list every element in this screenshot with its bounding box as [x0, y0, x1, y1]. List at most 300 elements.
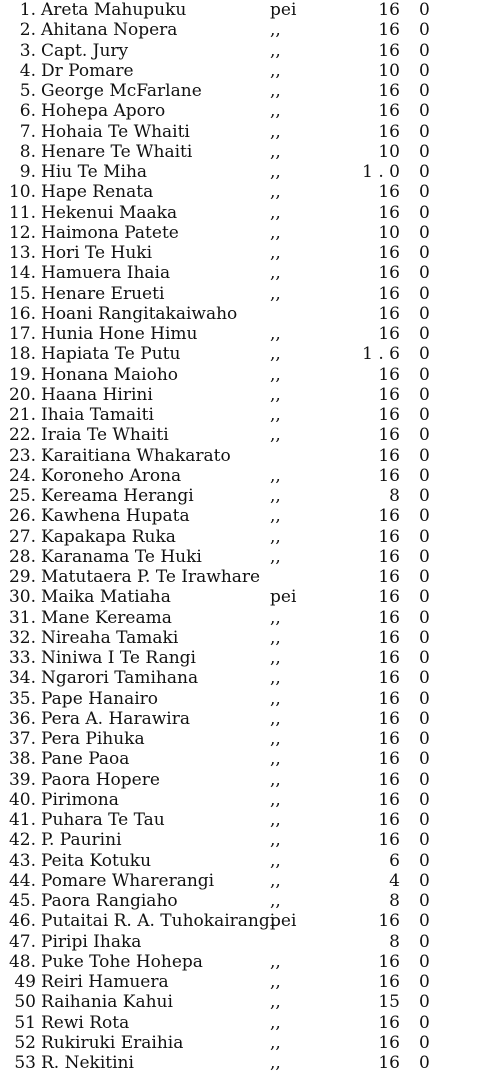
entry-pence: 0: [419, 891, 430, 911]
entry-name: Paora Rangiaho: [41, 891, 178, 911]
entry-shillings: 10: [378, 60, 400, 81]
entry-ditto-mark: ,,: [270, 648, 281, 668]
entry-shillings: 16: [378, 20, 400, 41]
list-row: [0, 527, 500, 547]
entry-pence: 0: [419, 141, 430, 162]
entry-pence: 0: [419, 810, 430, 830]
entry-pence: 0: [419, 627, 430, 648]
entry-number: 9.: [19, 162, 36, 182]
entry-name: Karaitiana Whakarato: [41, 445, 231, 466]
entry-shillings: 16: [378, 101, 400, 122]
entry-shillings: 16: [378, 648, 400, 668]
entry-number: 22.: [8, 425, 36, 446]
list-row: [0, 668, 500, 688]
entry-shillings: 10: [378, 222, 400, 243]
entry-number: 37.: [8, 729, 36, 749]
entry-shillings: 16: [378, 526, 400, 547]
entry-number: 14.: [8, 263, 36, 284]
entry-pence: 0: [419, 40, 430, 61]
list-row: [0, 122, 500, 142]
entry-shillings: 16: [378, 810, 400, 830]
entry-pence: 0: [419, 1053, 430, 1073]
entry-shillings: 1 . 0: [362, 162, 400, 182]
entry-ditto-mark: ,,: [270, 769, 281, 790]
entry-pence: 0: [419, 344, 430, 365]
entry-pence: 0: [419, 263, 430, 284]
entry-pence: 0: [419, 850, 430, 871]
entry-shillings: 16: [378, 668, 400, 689]
entry-number: 8.: [19, 141, 36, 162]
entry-number: 49: [14, 972, 36, 992]
entry-ditto-mark: ,,: [270, 708, 281, 729]
entry-pence: 0: [419, 749, 430, 770]
entry-name: Hori Te Huki: [41, 243, 153, 263]
entry-name: Raihania Kahui: [41, 992, 173, 1013]
entry-shillings: 16: [378, 303, 400, 324]
entry-name: Ngarori Tamihana: [41, 668, 199, 689]
entry-ditto-mark: ,,: [270, 506, 281, 527]
list-row: [0, 972, 500, 992]
list-row: [0, 243, 500, 263]
entry-shillings: 16: [378, 1053, 400, 1073]
entry-shillings: 4: [389, 870, 400, 891]
entry-shillings: 16: [378, 729, 400, 749]
entry-ditto-mark: ,,: [270, 182, 281, 203]
list-row: [0, 1033, 500, 1053]
entry-pence: 0: [419, 243, 430, 263]
list-row: [0, 284, 500, 304]
entry-shillings: 16: [378, 1032, 400, 1053]
entry-number: 10.: [8, 182, 36, 203]
entry-shillings: 16: [378, 506, 400, 527]
entry-shillings: 16: [378, 364, 400, 385]
entry-name: Haimona Patete: [41, 222, 179, 243]
entry-name: Areta Mahupuku: [41, 0, 187, 20]
entry-ditto-mark: pei: [270, 0, 297, 20]
entry-number: 34.: [8, 668, 36, 689]
entry-number: 28.: [8, 546, 36, 567]
entry-ditto-mark: ,,: [270, 951, 281, 972]
entry-pence: 0: [419, 81, 430, 101]
entry-shillings: 16: [378, 405, 400, 425]
list-row: [0, 871, 500, 891]
entry-ditto-mark: ,,: [270, 141, 281, 162]
list-row: [0, 41, 500, 61]
entry-ditto-mark: ,,: [270, 972, 281, 992]
list-row: [0, 1053, 500, 1073]
entry-number: 20.: [8, 384, 36, 405]
entry-ditto-mark: ,,: [270, 729, 281, 749]
list-row: [0, 20, 500, 40]
entry-ditto-mark: ,,: [270, 546, 281, 567]
list-row: [0, 648, 500, 668]
list-row: [0, 142, 500, 162]
entry-ditto-mark: ,,: [270, 1012, 281, 1033]
entry-shillings: 16: [378, 951, 400, 972]
entry-name: Rukiruki Eraihia: [41, 1032, 184, 1053]
entry-number: 24.: [8, 465, 36, 486]
entry-ditto-mark: ,,: [270, 162, 281, 182]
list-row: [0, 61, 500, 81]
entry-pence: 0: [419, 283, 430, 304]
entry-number: 41.: [8, 810, 36, 830]
entry-shillings: 6: [389, 850, 400, 871]
entry-number: 45.: [8, 891, 36, 911]
entry-ditto-mark: ,,: [270, 870, 281, 891]
entry-ditto-mark: ,,: [270, 850, 281, 871]
entry-shillings: 16: [378, 587, 400, 608]
entry-ditto-mark: ,,: [270, 20, 281, 41]
list-row: [0, 223, 500, 243]
entry-number: 46.: [8, 911, 36, 932]
entry-pence: 0: [419, 20, 430, 41]
entry-name: Nireaha Tamaki: [41, 627, 179, 648]
list-row: [0, 749, 500, 769]
entry-ditto-mark: ,,: [270, 121, 281, 142]
entry-ditto-mark: pei: [270, 911, 297, 932]
entry-shillings: 16: [378, 384, 400, 405]
entry-name: Reiri Hamuera: [41, 972, 169, 992]
list-row: [0, 365, 500, 385]
entry-pence: 0: [419, 870, 430, 891]
entry-shillings: 16: [378, 688, 400, 709]
entry-number: 53: [14, 1053, 36, 1073]
entry-number: 33.: [8, 648, 36, 668]
entry-name: Pomare Wharerangi: [41, 870, 215, 891]
entry-ditto-mark: ,,: [270, 405, 281, 425]
entry-number: 16.: [8, 303, 36, 324]
entry-pence: 0: [419, 121, 430, 142]
entry-pence: 0: [419, 182, 430, 203]
entry-number: 40.: [8, 789, 36, 810]
entry-shillings: 16: [378, 769, 400, 790]
entry-shillings: 16: [378, 243, 400, 263]
entry-ditto-mark: ,,: [270, 344, 281, 365]
entry-pence: 0: [419, 384, 430, 405]
entry-ditto-mark: pei: [270, 587, 297, 608]
entry-number: 35.: [8, 688, 36, 709]
list-row: [0, 952, 500, 972]
entry-pence: 0: [419, 567, 430, 587]
entry-ditto-mark: ,,: [270, 627, 281, 648]
entry-ditto-mark: ,,: [270, 202, 281, 223]
entry-number: 32.: [8, 627, 36, 648]
entry-name: George McFarlane: [41, 81, 202, 101]
entry-pence: 0: [419, 324, 430, 344]
entry-pence: 0: [419, 789, 430, 810]
entry-number: 38.: [8, 749, 36, 770]
list-row: [0, 466, 500, 486]
entry-ditto-mark: ,,: [270, 668, 281, 689]
list-row: [0, 101, 500, 121]
entry-pence: 0: [419, 992, 430, 1013]
entry-name: Maika Matiaha: [41, 587, 171, 608]
entry-number: 47.: [8, 931, 36, 952]
entry-name: R. Nekitini: [41, 1053, 134, 1073]
entry-name: Pirimona: [41, 789, 119, 810]
entry-pence: 0: [419, 405, 430, 425]
entry-number: 48.: [8, 951, 36, 972]
entry-number: 23.: [8, 445, 36, 466]
entry-pence: 0: [419, 486, 430, 506]
list-row: [0, 203, 500, 223]
entry-number: 27.: [8, 526, 36, 547]
entry-ditto-mark: ,,: [270, 891, 281, 911]
entry-name: Karanama Te Huki: [41, 546, 202, 567]
entry-pence: 0: [419, 162, 430, 182]
entry-pence: 0: [419, 648, 430, 668]
list-row: [0, 304, 500, 324]
entry-shillings: 16: [378, 972, 400, 992]
entry-name: Pape Hanairo: [41, 688, 158, 709]
entry-number: 11.: [8, 202, 36, 223]
entry-pence: 0: [419, 951, 430, 972]
entry-shillings: 8: [389, 891, 400, 911]
entry-name: Koroneho Arona: [41, 465, 182, 486]
entry-number: 26.: [8, 506, 36, 527]
entry-ditto-mark: ,,: [270, 324, 281, 344]
list-row: [0, 162, 500, 182]
entry-ditto-mark: ,,: [270, 1032, 281, 1053]
entry-name: Pane Paoa: [41, 749, 130, 770]
entry-ditto-mark: ,,: [270, 789, 281, 810]
entry-pence: 0: [419, 526, 430, 547]
entry-number: 43.: [8, 850, 36, 871]
list-row: [0, 486, 500, 506]
entry-pence: 0: [419, 202, 430, 223]
entry-shillings: 16: [378, 263, 400, 284]
entry-ditto-mark: ,,: [270, 283, 281, 304]
entry-name: Pera A. Harawira: [41, 708, 190, 729]
entry-pence: 0: [419, 0, 430, 20]
entry-ditto-mark: ,,: [270, 384, 281, 405]
list-row: [0, 830, 500, 850]
entry-ditto-mark: ,,: [270, 243, 281, 263]
entry-number: 18.: [8, 344, 36, 365]
entry-ditto-mark: ,,: [270, 101, 281, 122]
entry-number: 29.: [8, 567, 36, 587]
list-row: [0, 506, 500, 526]
list-row: [0, 385, 500, 405]
list-row: [0, 689, 500, 709]
entry-ditto-mark: ,,: [270, 364, 281, 385]
entry-name: Ahitana Nopera: [41, 20, 178, 41]
entry-number: 4.: [19, 60, 36, 81]
entry-number: 3.: [19, 40, 36, 61]
entry-number: 36.: [8, 708, 36, 729]
list-row: [0, 608, 500, 628]
list-row: [0, 182, 500, 202]
list-row: [0, 344, 500, 364]
entry-shillings: 16: [378, 283, 400, 304]
entry-ditto-mark: ,,: [270, 830, 281, 851]
list-row: [0, 1013, 500, 1033]
entry-shillings: 16: [378, 911, 400, 932]
entry-ditto-mark: ,,: [270, 486, 281, 506]
entry-number: 6.: [19, 101, 36, 122]
list-row: [0, 932, 500, 952]
entry-name: Hapiata Te Putu: [41, 344, 181, 365]
entry-name: Putaitai R. A. Tuhokairangi: [41, 911, 276, 932]
entry-shillings: 8: [389, 486, 400, 506]
entry-shillings: 16: [378, 708, 400, 729]
entry-pence: 0: [419, 465, 430, 486]
entry-number: 39.: [8, 769, 36, 790]
entry-shillings: 16: [378, 202, 400, 223]
entry-shillings: 16: [378, 40, 400, 61]
entry-pence: 0: [419, 587, 430, 608]
entry-name: Niniwa I Te Rangi: [41, 648, 196, 668]
entry-ditto-mark: ,,: [270, 749, 281, 770]
entry-name: Puke Tohe Hohepa: [41, 951, 203, 972]
entry-name: Hamuera Ihaia: [41, 263, 171, 284]
entry-pence: 0: [419, 607, 430, 628]
list-row: [0, 790, 500, 810]
entry-pence: 0: [419, 364, 430, 385]
entry-name: Piripi Ihaka: [41, 931, 142, 952]
entry-shillings: 16: [378, 607, 400, 628]
entry-name: Henare Te Whaiti: [41, 141, 193, 162]
entry-pence: 0: [419, 1012, 430, 1033]
entry-ditto-mark: ,,: [270, 263, 281, 284]
entry-shillings: 16: [378, 0, 400, 20]
entry-name: Hekenui Maaka: [41, 202, 178, 223]
entry-pence: 0: [419, 769, 430, 790]
entry-name: Kereama Herangi: [41, 486, 194, 506]
entry-shillings: 16: [378, 749, 400, 770]
entry-number: 15.: [8, 283, 36, 304]
entry-shillings: 16: [378, 830, 400, 851]
list-row: [0, 992, 500, 1012]
entry-shillings: 16: [378, 789, 400, 810]
entry-pence: 0: [419, 708, 430, 729]
entry-number: 19.: [8, 364, 36, 385]
entry-shillings: 16: [378, 546, 400, 567]
list-row: [0, 0, 500, 20]
entry-name: Peita Kotuku: [41, 850, 152, 871]
list-row: [0, 324, 500, 344]
entry-shillings: 16: [378, 567, 400, 587]
list-row: [0, 810, 500, 830]
entry-shillings: 16: [378, 182, 400, 203]
list-row: [0, 709, 500, 729]
entry-shillings: 16: [378, 324, 400, 344]
entry-ditto-mark: ,,: [270, 992, 281, 1013]
entry-number: 1.: [19, 0, 36, 20]
list-row: [0, 81, 500, 101]
entry-name: Henare Erueti: [41, 283, 165, 304]
entry-pence: 0: [419, 972, 430, 992]
list-row: [0, 587, 500, 607]
entry-shillings: 16: [378, 121, 400, 142]
entry-ditto-mark: ,,: [270, 688, 281, 709]
entry-pence: 0: [419, 60, 430, 81]
list-row: [0, 446, 500, 466]
entry-number: 25.: [8, 486, 36, 506]
list-row: [0, 405, 500, 425]
entry-shillings: 15: [378, 992, 400, 1013]
entry-ditto-mark: ,,: [270, 810, 281, 830]
entry-name: Hohaia Te Whaiti: [41, 121, 190, 142]
entry-name: Puhara Te Tau: [41, 810, 165, 830]
entry-number: 42.: [8, 830, 36, 851]
entry-number: 21.: [8, 405, 36, 425]
list-row: [0, 547, 500, 567]
entry-name: Pera Pihuka: [41, 729, 145, 749]
entry-name: P. Paurini: [41, 830, 122, 851]
entry-shillings: 16: [378, 465, 400, 486]
list-row: [0, 425, 500, 445]
entry-name: Hunia Hone Himu: [41, 324, 198, 344]
entry-number: 5.: [19, 81, 36, 101]
entry-number: 31.: [8, 607, 36, 628]
entry-pence: 0: [419, 506, 430, 527]
entry-ditto-mark: ,,: [270, 222, 281, 243]
entry-pence: 0: [419, 830, 430, 851]
entry-name: Hiu Te Miha: [41, 162, 148, 182]
entry-ditto-mark: ,,: [270, 40, 281, 61]
entry-pence: 0: [419, 101, 430, 122]
entry-name: Dr Pomare: [41, 60, 134, 81]
list-row: [0, 263, 500, 283]
entry-number: 2.: [19, 20, 36, 41]
list-row: [0, 628, 500, 648]
entry-name: Paora Hopere: [41, 769, 160, 790]
entry-pence: 0: [419, 1032, 430, 1053]
entry-ditto-mark: ,,: [270, 465, 281, 486]
entry-number: 13.: [8, 243, 36, 263]
entry-name: Mane Kereama: [41, 607, 172, 628]
entry-number: 30.: [8, 587, 36, 608]
entry-pence: 0: [419, 688, 430, 709]
entry-name: Rewi Rota: [41, 1012, 130, 1033]
entry-shillings: 16: [378, 627, 400, 648]
entry-number: 17.: [8, 324, 36, 344]
entry-ditto-mark: ,,: [270, 607, 281, 628]
entry-pence: 0: [419, 931, 430, 952]
list-row: [0, 770, 500, 790]
entry-number: 7.: [19, 121, 36, 142]
entry-ditto-mark: ,,: [270, 60, 281, 81]
entry-pence: 0: [419, 911, 430, 932]
entry-pence: 0: [419, 668, 430, 689]
entry-name: Ihaia Tamaiti: [41, 405, 154, 425]
entry-shillings: 1 . 6: [362, 344, 400, 365]
entry-name: Hape Renata: [41, 182, 154, 203]
entry-name: Haana Hirini: [41, 384, 153, 405]
entry-name: Hoani Rangitakaiwaho: [41, 303, 238, 324]
entry-name: Kawhena Hupata: [41, 506, 190, 527]
entry-name: Honana Maioho: [41, 364, 179, 385]
entry-number: 51: [14, 1012, 36, 1033]
entry-ditto-mark: ,,: [270, 425, 281, 446]
list-row: [0, 567, 500, 587]
entry-shillings: 10: [378, 141, 400, 162]
entry-name: Capt. Jury: [41, 40, 129, 61]
entry-number: 50: [14, 992, 36, 1013]
entry-number: 44.: [8, 870, 36, 891]
entry-shillings: 16: [378, 1012, 400, 1033]
entry-name: Iraia Te Whaiti: [41, 425, 169, 446]
entry-pence: 0: [419, 729, 430, 749]
entry-ditto-mark: ,,: [270, 526, 281, 547]
entry-ditto-mark: ,,: [270, 81, 281, 101]
entry-name: Hohepa Aporo: [41, 101, 166, 122]
entry-pence: 0: [419, 303, 430, 324]
entry-shillings: 16: [378, 445, 400, 466]
entry-number: 12.: [8, 222, 36, 243]
entry-name: Matutaera P. Te Irawhare: [41, 567, 261, 587]
